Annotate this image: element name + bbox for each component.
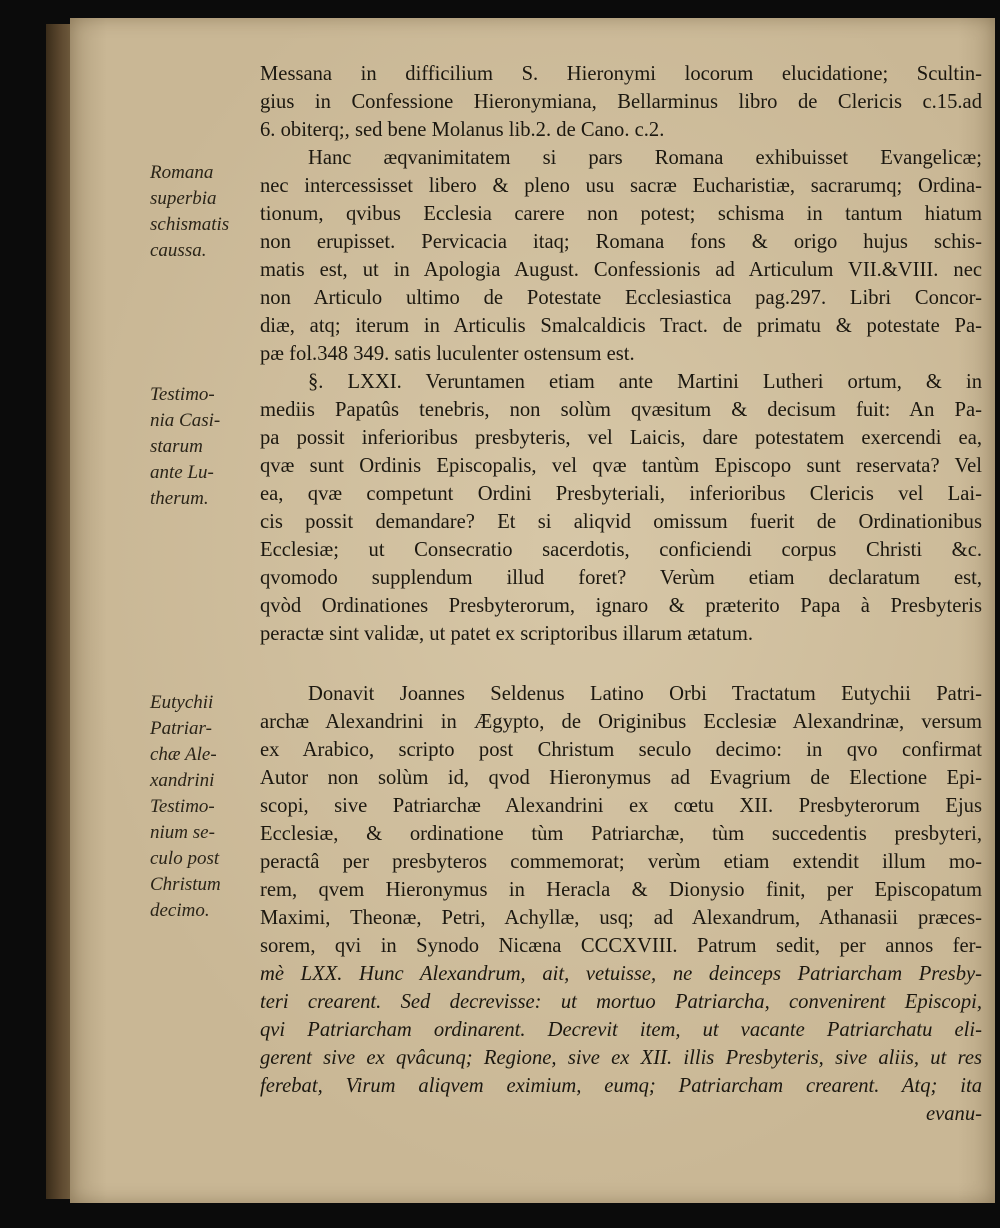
- margin-note-line: Romana: [150, 162, 214, 183]
- paragraph-gap: [260, 648, 982, 680]
- margin-note-line: decimo.: [150, 900, 210, 921]
- margin-note-line: Christum: [150, 874, 221, 895]
- margin-note-line: schismatis: [150, 214, 230, 235]
- text-line: diæ, atq; iterum in Articulis Smalcaldicis Tract. de primatu & potestate Pa-: [260, 315, 982, 337]
- text-line: peractâ per presbyteros commemorat; verùm etiam extendit illum mo-: [260, 851, 982, 873]
- text-line: ex Arabico, scripto post Christum seculo decimo: in qvo confirmat: [260, 739, 982, 761]
- text-line: mè LXX. Hunc Alexandrum, ait, vetuisse, ne deinceps Patriarcham Presby-: [260, 963, 982, 985]
- main-text-column: [260, 60, 982, 1128]
- text-line: Ecclesiæ; ut Consecratio sacerdotis, conficiendi corpus Christi &c.: [260, 539, 982, 561]
- margin-note-line: caussa.: [150, 240, 207, 261]
- margin-note-line: ante Lu-: [150, 462, 214, 483]
- text-line: gius in Confessione Hieronymiana, Bellarminus libro de Clericis c.15.ad: [260, 91, 982, 113]
- paragraph-start-line: Hanc æqvanimitatem si pars Romana exhibuisset Evangelicæ;: [308, 147, 982, 169]
- text-line: pa possit inferioribus presbyteris, vel Laicis, dare potestatem exercendi ea,: [260, 427, 982, 449]
- text-line: rem, qvem Hieronymus in Heracla & Dionysio finit, per Episcopatum: [260, 879, 982, 901]
- text-line: tionum, qvibus Ecclesia carere non potest; schisma in tantum hiatum: [260, 203, 982, 225]
- margin-note-testimonia: [150, 382, 260, 512]
- margin-note-line: therum.: [150, 488, 209, 509]
- margin-note-line: starum: [150, 436, 203, 457]
- text-line: matis est, ut in Apologia August. Confessionis ad Articulum VII.&VIII. nec: [260, 259, 982, 281]
- text-line: qvi Patriarcham ordinarent. Decrevit item, ut vacante Patriarchatu eli-: [260, 1019, 982, 1041]
- section-heading-line: §. LXXI. Veruntamen etiam ante Martini Lutheri ortum, & in: [308, 371, 982, 393]
- text-line: qvomodo supplendum illud foret? Verùm etiam declaratum est,: [260, 567, 982, 589]
- text-line: archæ Alexandrini in Ægypto, de Originibus Ecclesiæ Alexandrinæ, versum: [260, 711, 982, 733]
- text-line: scopi, sive Patriarchæ Alexandrini ex cœtu XII. Presbyterorum Ejus: [260, 795, 982, 817]
- margin-note-line: Testimo-: [150, 384, 215, 405]
- margin-note-line: chæ Ale-: [150, 744, 217, 765]
- margin-note-romana: [150, 160, 260, 264]
- margin-note-line: superbia: [150, 188, 217, 209]
- margin-note-eutychii: [150, 690, 260, 924]
- margin-note-line: xandrini: [150, 770, 215, 791]
- margin-note-line: Patriar-: [150, 718, 212, 739]
- margin-note-line: nia Casi-: [150, 410, 221, 431]
- text-line: ferebat, Virum aliqvem eximium, eumq; Patriarcham crearent. Atq; ita: [260, 1075, 982, 1097]
- text-line: pæ fol.348 349. satis luculenter ostensum est.: [260, 343, 635, 365]
- catchword: evanu-: [925, 1103, 982, 1125]
- text-line: Autor non solùm id, qvod Hieronymus ad Evagrium de Electione Epi-: [260, 767, 982, 789]
- margin-note-line: Eutychii: [150, 692, 214, 713]
- text-line: 6. obiterq;, sed bene Molanus lib.2. de Cano. c.2.: [260, 119, 665, 141]
- text-line: ea, qvæ competunt Ordini Presbyteriali, inferioribus Clericis vel Lai-: [260, 483, 982, 505]
- text-line: Messana in difficilium S. Hieronymi locorum elucidatione; Scultin-: [260, 63, 982, 85]
- text-line: non erupisset. Pervicacia itaq; Romana fons & origo hujus schis-: [260, 231, 982, 253]
- text-line: cis possit demandare? Et si aliqvid omissum fuerit de Ordinationibus: [260, 511, 982, 533]
- text-line: non Articulo ultimo de Potestate Ecclesiastica pag.297. Libri Concor-: [260, 287, 982, 309]
- margin-note-line: Testimo-: [150, 796, 215, 817]
- text-line: teri crearent. Sed decrevisse: ut mortuo Patriarcha, convenirent Episcopi,: [260, 991, 982, 1013]
- margin-note-line: nium se-: [150, 822, 215, 843]
- text-line: peractæ sint validæ, ut patet ex scriptoribus illarum ætatum.: [260, 623, 754, 645]
- paragraph-start-line: Donavit Joannes Seldenus Latino Orbi Tractatum Eutychii Patri-: [308, 683, 982, 705]
- text-line: gerent sive ex qvâcunq; Regione, sive ex XII. illis Presbyteris, sive aliis, ut res: [260, 1047, 982, 1069]
- text-line: Ecclesiæ, & ordinatione tùm Patriarchæ, tùm succedentis presbyteri,: [260, 823, 982, 845]
- text-line: qvæ sunt Ordinis Episcopalis, vel qvæ tantùm Episcopo sunt reservata? Vel: [260, 455, 982, 477]
- text-line: Maximi, Theonæ, Petri, Achyllæ, usq; ad Alexandrum, Athanasii præces-: [260, 907, 982, 929]
- text-line: nec intercessisset libero & pleno usu sacræ Eucharistiæ, sacrarumq; Ordina-: [260, 175, 982, 197]
- text-line: sorem, qvi in Synodo Nicæna CCCXVIII. Patrum sedit, per annos fer-: [260, 935, 982, 957]
- text-line: qvòd Ordinationes Presbyterorum, ignaro & præterito Papa à Presbyteris: [260, 595, 982, 617]
- margin-note-line: culo post: [150, 848, 220, 869]
- text-line: mediis Papatûs tenebris, non solùm qvæsitum & decisum fuit: An Pa-: [260, 399, 982, 421]
